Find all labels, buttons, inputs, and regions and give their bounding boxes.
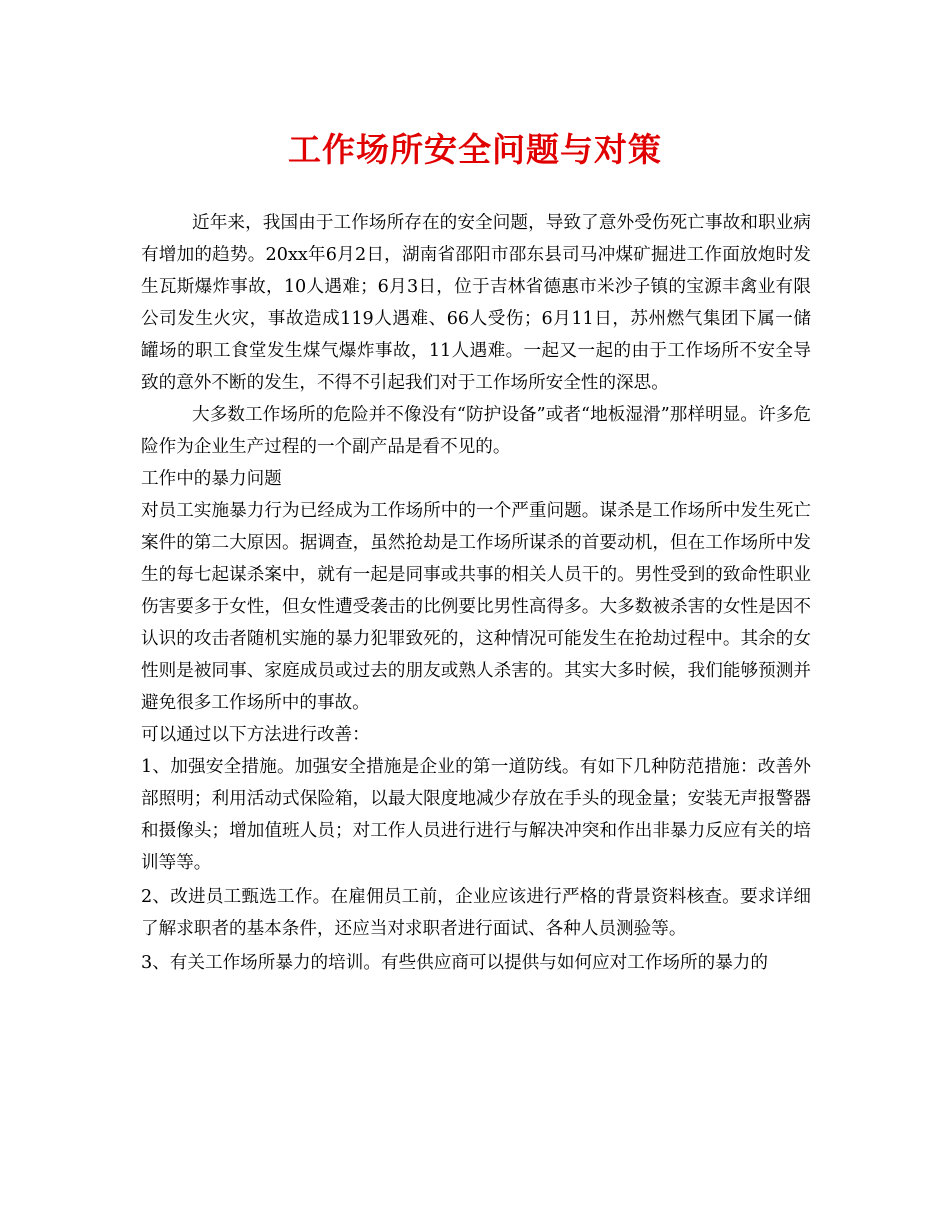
paragraph-intro: 近年来，我国由于工作场所存在的安全问题，导致了意外受伤死亡事故和职业病有增加的趋势。20xx年6月2日，湖南省邵阳市邵东县司马冲煤矿掘进工作面放炮时发生瓦斯爆炸事故，10人遇难；6月3日，位于吉林省德惠市米沙子镇的宝源丰禽业有限公司发生火灾，事故造成119人遇难、66人受伤；6月11日，苏州燃气集团下属一储罐场的职工食堂发生煤气爆炸事故，11人遇难。一起又一起的由于工作场所不安全导致的意外不断的发生，不得不引起我们对于工作场所安全性的深思。 bbox=[141, 213, 811, 393]
section-heading-violence: 工作中的暴力问题 bbox=[141, 469, 282, 489]
list-item-violence-training: 3、有关工作场所暴力的培训。有些供应商可以提供与如何应对工作场所的暴力的 bbox=[141, 953, 768, 973]
paragraph-improvements-intro: 可以通过以下方法进行改善： bbox=[141, 725, 370, 745]
document-body bbox=[141, 207, 811, 979]
list-item-security-measures: 1、加强安全措施。加强安全措施是企业的第一道防线。有如下几种防范措施：改善外部照明；利用活动式保险箱，以最大限度地减少存放在手头的现金量；安装无声报警器和摄像头；增加值班人员；对工作人员进行进行与解决冲突和作出非暴力反应有关的培训等等。 bbox=[141, 757, 811, 873]
paragraph-violence: 对员工实施暴力行为已经成为工作场所中的一个严重问题。谋杀是工作场所中发生死亡案件的第二大原因。据调查，虽然抢劫是工作场所谋杀的首要动机，但在工作场所中发生的每七起谋杀案中，就有一起是同事或共事的相关人员干的。男性受到的致命性职业伤害要多于女性，但女性遭受袭击的比例要比男性高得多。大多数被杀害的女性是因不认识的攻击者随机实施的暴力犯罪致死的，这种情况可能发生在抢劫过程中。其余的女性则是被同事、家庭成员或过去的朋友或熟人杀害的。其实大多时候，我们能够预测并避免很多工作场所中的事故。 bbox=[141, 501, 811, 713]
paragraph-hidden-hazards: 大多数工作场所的危险并不像没有“防护设备”或者“地板湿滑”那样明显。许多危险作为企业生产过程的一个副产品是看不见的。 bbox=[141, 405, 811, 457]
document-title: 工作场所安全问题与对策 bbox=[288, 130, 662, 169]
list-item-employee-selection: 2、改进员工甄选工作。在雇佣员工前，企业应该进行严格的背景资料核查。要求详细了解求职者的基本条件，还应当对求职者进行面试、各种人员测验等。 bbox=[141, 887, 811, 939]
